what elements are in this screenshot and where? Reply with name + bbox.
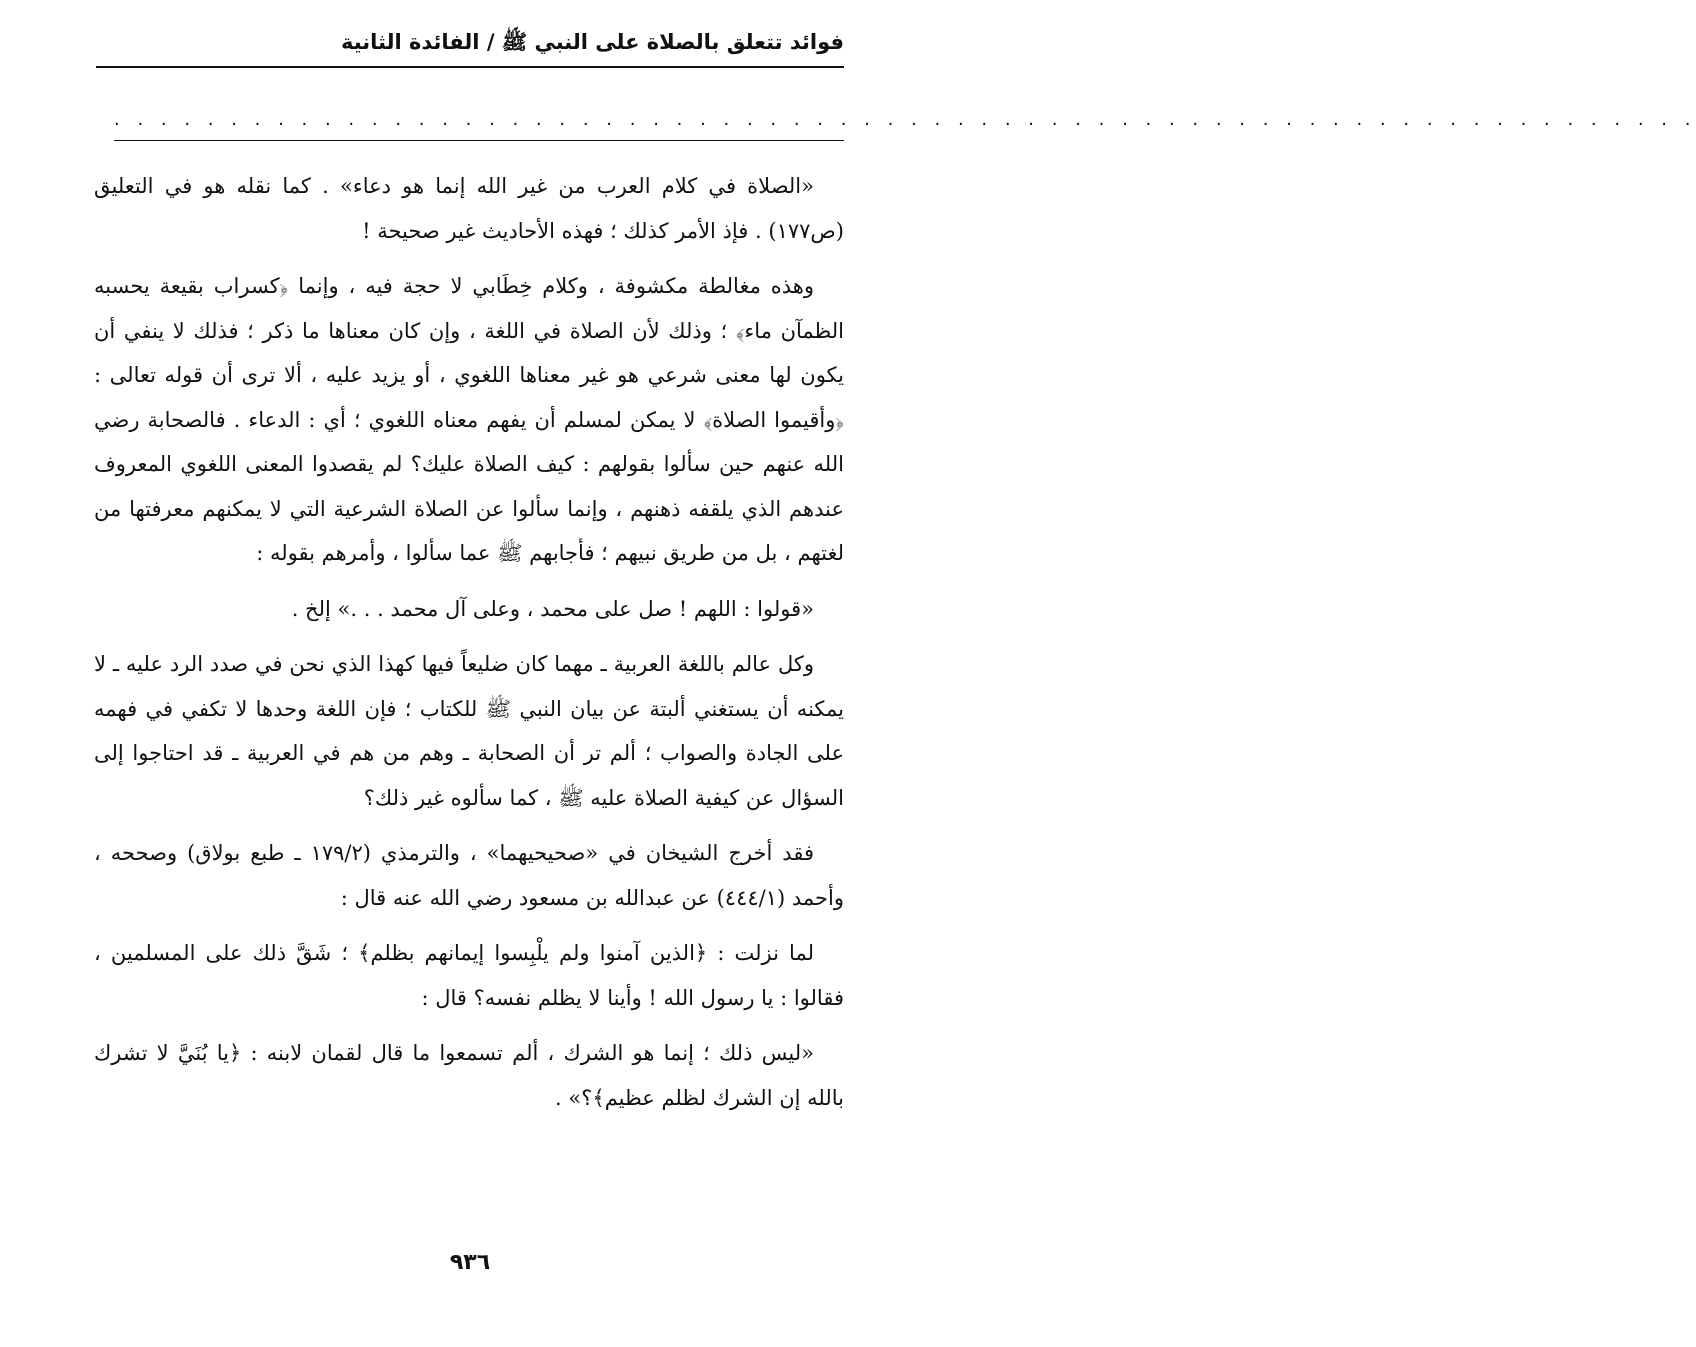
paragraph-refutation: وهذه مغالطة مكشوفة ، وكلام خِطَابي لا حجة فيه ، وإنما ﴿كسراب بقيعة يحسبه الظمآن ماء﴾ ؛ وذلك لأن الصلاة في اللغة ، وإن كان معناها ما ذكر ؛ فذلك لا ينفي أن يكون لها معنى شرعي هو غير معناها اللغوي ، أو يزيد عليه ، ألا ترى أن قوله تعالى : ﴿وأقيموا الصلاة﴾ لا يمكن لمسلم أن يفهم معناه اللغوي ؛ أي : الدعاء . فالصحابة رضي الله عنهم حين سألوا بقولهم : كيف الصلاة عليك؟ لم يقصدوا المعنى اللغوي المعروف عندهم الذي يلقفه ذهنهم ، وإنما سألوا عن الصلاة الشرعية التي لا يمكنهم معرفتها من لغتهم ، بل من طريق نبيهم ؛ فأجابهم ﷺ عما سألوا ، وأمرهم بقوله :	[94, 274, 844, 565]
footnote-dots-separator: . . . . . . . . . . . . . . . . . . . . . . . . . . . . . . . . . . . . . . . . . . . . . . . . . . . . . . . . . . . . . . . . . . . .	[114, 109, 1696, 130]
paragraph-narration: لما نزلت : ﴿الذين آمنوا ولم يلْبِسوا إيمانهم بظلم﴾ ؛ شَقَّ ذلك على المسلمين ، فقالوا : يا رسول الله ! وأينا لا يظلم نفسه؟ قال :	[94, 941, 844, 1010]
page-body	[94, 164, 844, 1131]
page-number: ٩٣٦	[449, 1250, 491, 1275]
running-header: فوائد تتعلق بالصلاة على النبي ﷺ / الفائدة الثانية	[340, 30, 844, 54]
paragraph-continued-quote: «الصلاة في كلام العرب من غير الله إنما هو دعاء» . كما نقله هو في التعليق (ص١٧٧) . فإذ الأمر كذلك ؛ فهذه الأحاديث غير صحيحة !	[94, 174, 844, 243]
paragraph-takhrij: فقد أخرج الشيخان في «صحيحيهما» ، والترمذي (١٧٩/٢ ـ طبع بولاق) وصححه ، وأحمد (٤٤٤/١) عن عبدالله بن مسعود رضي الله عنه قال :	[94, 841, 844, 910]
paragraph-answer-quote: «ليس ذلك ؛ إنما هو الشرك ، ألم تسمعوا ما قال لقمان لابنه : ﴿يا بُنَيَّ لا تشرك بالله إن الشرك لظلم عظيم﴾؟» .	[94, 1041, 844, 1110]
paragraph-arabic-scholar: وكل عالم باللغة العربية ـ مهما كان ضليعاً فيها كهذا الذي نحن في صدد الرد عليه ـ لا يمكنه أن يستغني ألبتة عن بيان النبي ﷺ للكتاب ؛ فإن اللغة وحدها لا تكفي في فهمه على الجادة والصواب ؛ ألم تر أن الصحابة ـ وهم من هم في العربية ـ قد احتاجوا إلى السؤال عن كيفية الصلاة عليه ﷺ ، كما سألوه غير ذلك؟	[94, 652, 844, 810]
footnote-rule	[114, 140, 844, 141]
header-rule	[96, 66, 844, 68]
paragraph-hadith-quote: «قولوا : اللهم ! صل على محمد ، وعلى آل محمد . . .» إلخ .	[291, 596, 814, 621]
